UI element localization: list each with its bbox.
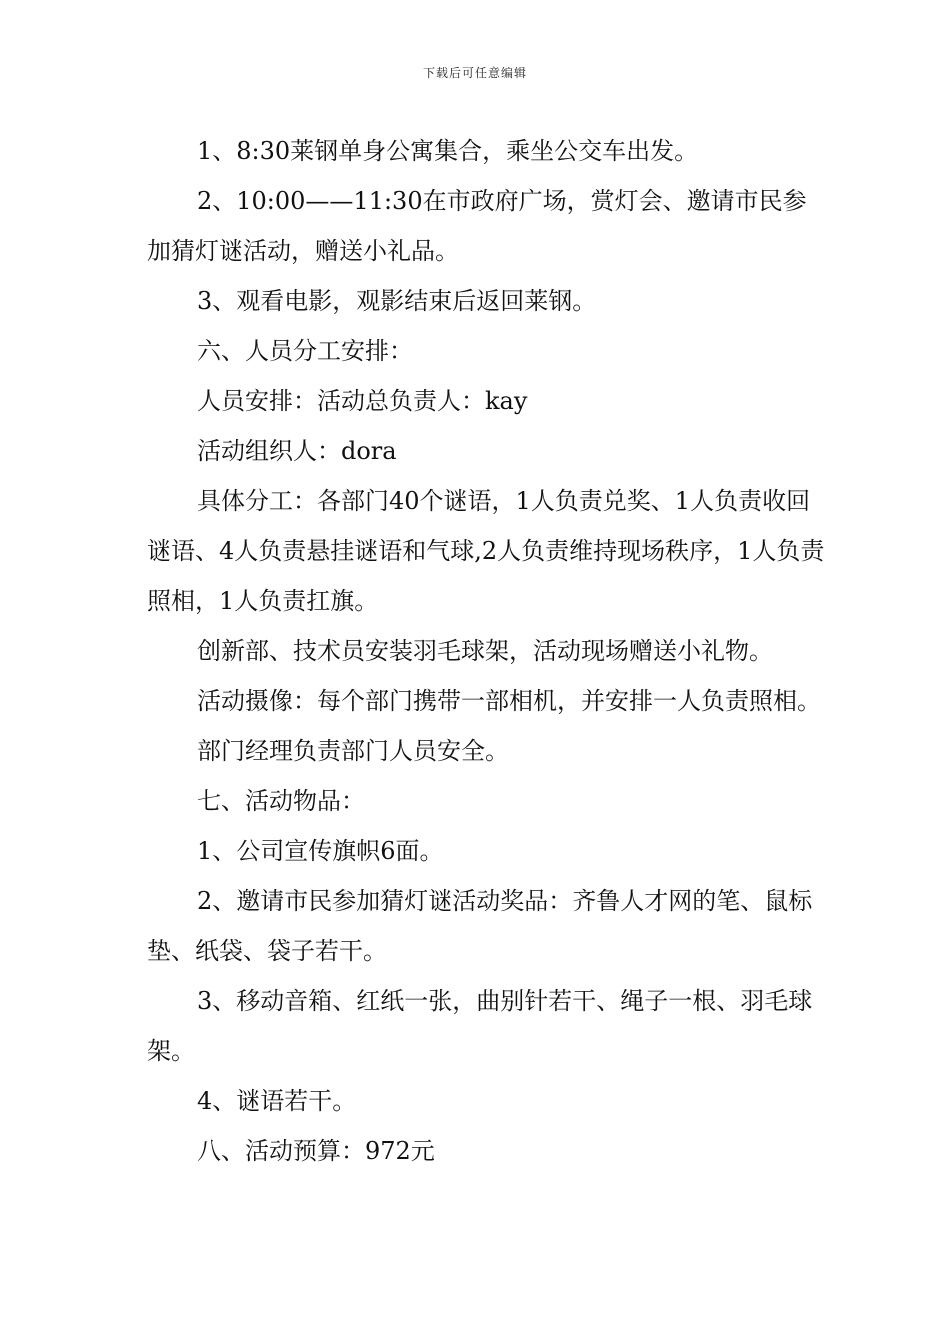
paragraph-item-2: 2、邀请市民参加猜灯谜活动奖品：齐鲁人才网的笔、鼠标垫、纸袋、袋子若干。 bbox=[147, 887, 813, 965]
paragraph-3: 3、观看电影，观影结束后返回莱钢。 bbox=[197, 287, 597, 315]
paragraph-item-3: 3、移动音箱、红纸一张，曲别针若干、绳子一根、羽毛球架。 bbox=[147, 987, 813, 1065]
paragraph-item-1: 1、公司宣传旗帜6面。 bbox=[197, 837, 444, 865]
document-body bbox=[147, 126, 827, 1176]
paragraph-division: 具体分工：各部门40个谜语，1人负责兑奖、1人负责收回谜语、4人负责悬挂谜语和气球,2人负责维持现场秩序，1人负责照相，1人负责扛旗。 bbox=[147, 487, 825, 615]
paragraph-innovation: 创新部、技术员安装羽毛球架，活动现场赠送小礼物。 bbox=[197, 637, 773, 665]
section-heading-7: 七、活动物品： bbox=[197, 787, 365, 815]
paragraph-1: 1、8:30莱钢单身公寓集合，乘坐公交车出发。 bbox=[197, 137, 699, 165]
paragraph-item-4: 4、谜语若干。 bbox=[197, 1087, 357, 1115]
paragraph-staff-lead: 人员安排：活动总负责人：kay bbox=[197, 387, 528, 415]
page-header-note: 下载后可任意编辑 bbox=[422, 66, 527, 80]
section-heading-8: 八、活动预算：972元 bbox=[197, 1137, 435, 1165]
paragraph-safety: 部门经理负责部门人员安全。 bbox=[197, 737, 509, 765]
paragraph-camera: 活动摄像：每个部门携带一部相机，并安排一人负责照相。 bbox=[197, 687, 821, 715]
section-heading-6: 六、人员分工安排： bbox=[197, 337, 413, 365]
paragraph-2: 2、10:00——11:30在市政府广场，赏灯会、邀请市民参加猜灯谜活动，赠送小礼品。 bbox=[147, 187, 807, 265]
paragraph-organizer: 活动组织人：dora bbox=[197, 437, 397, 465]
